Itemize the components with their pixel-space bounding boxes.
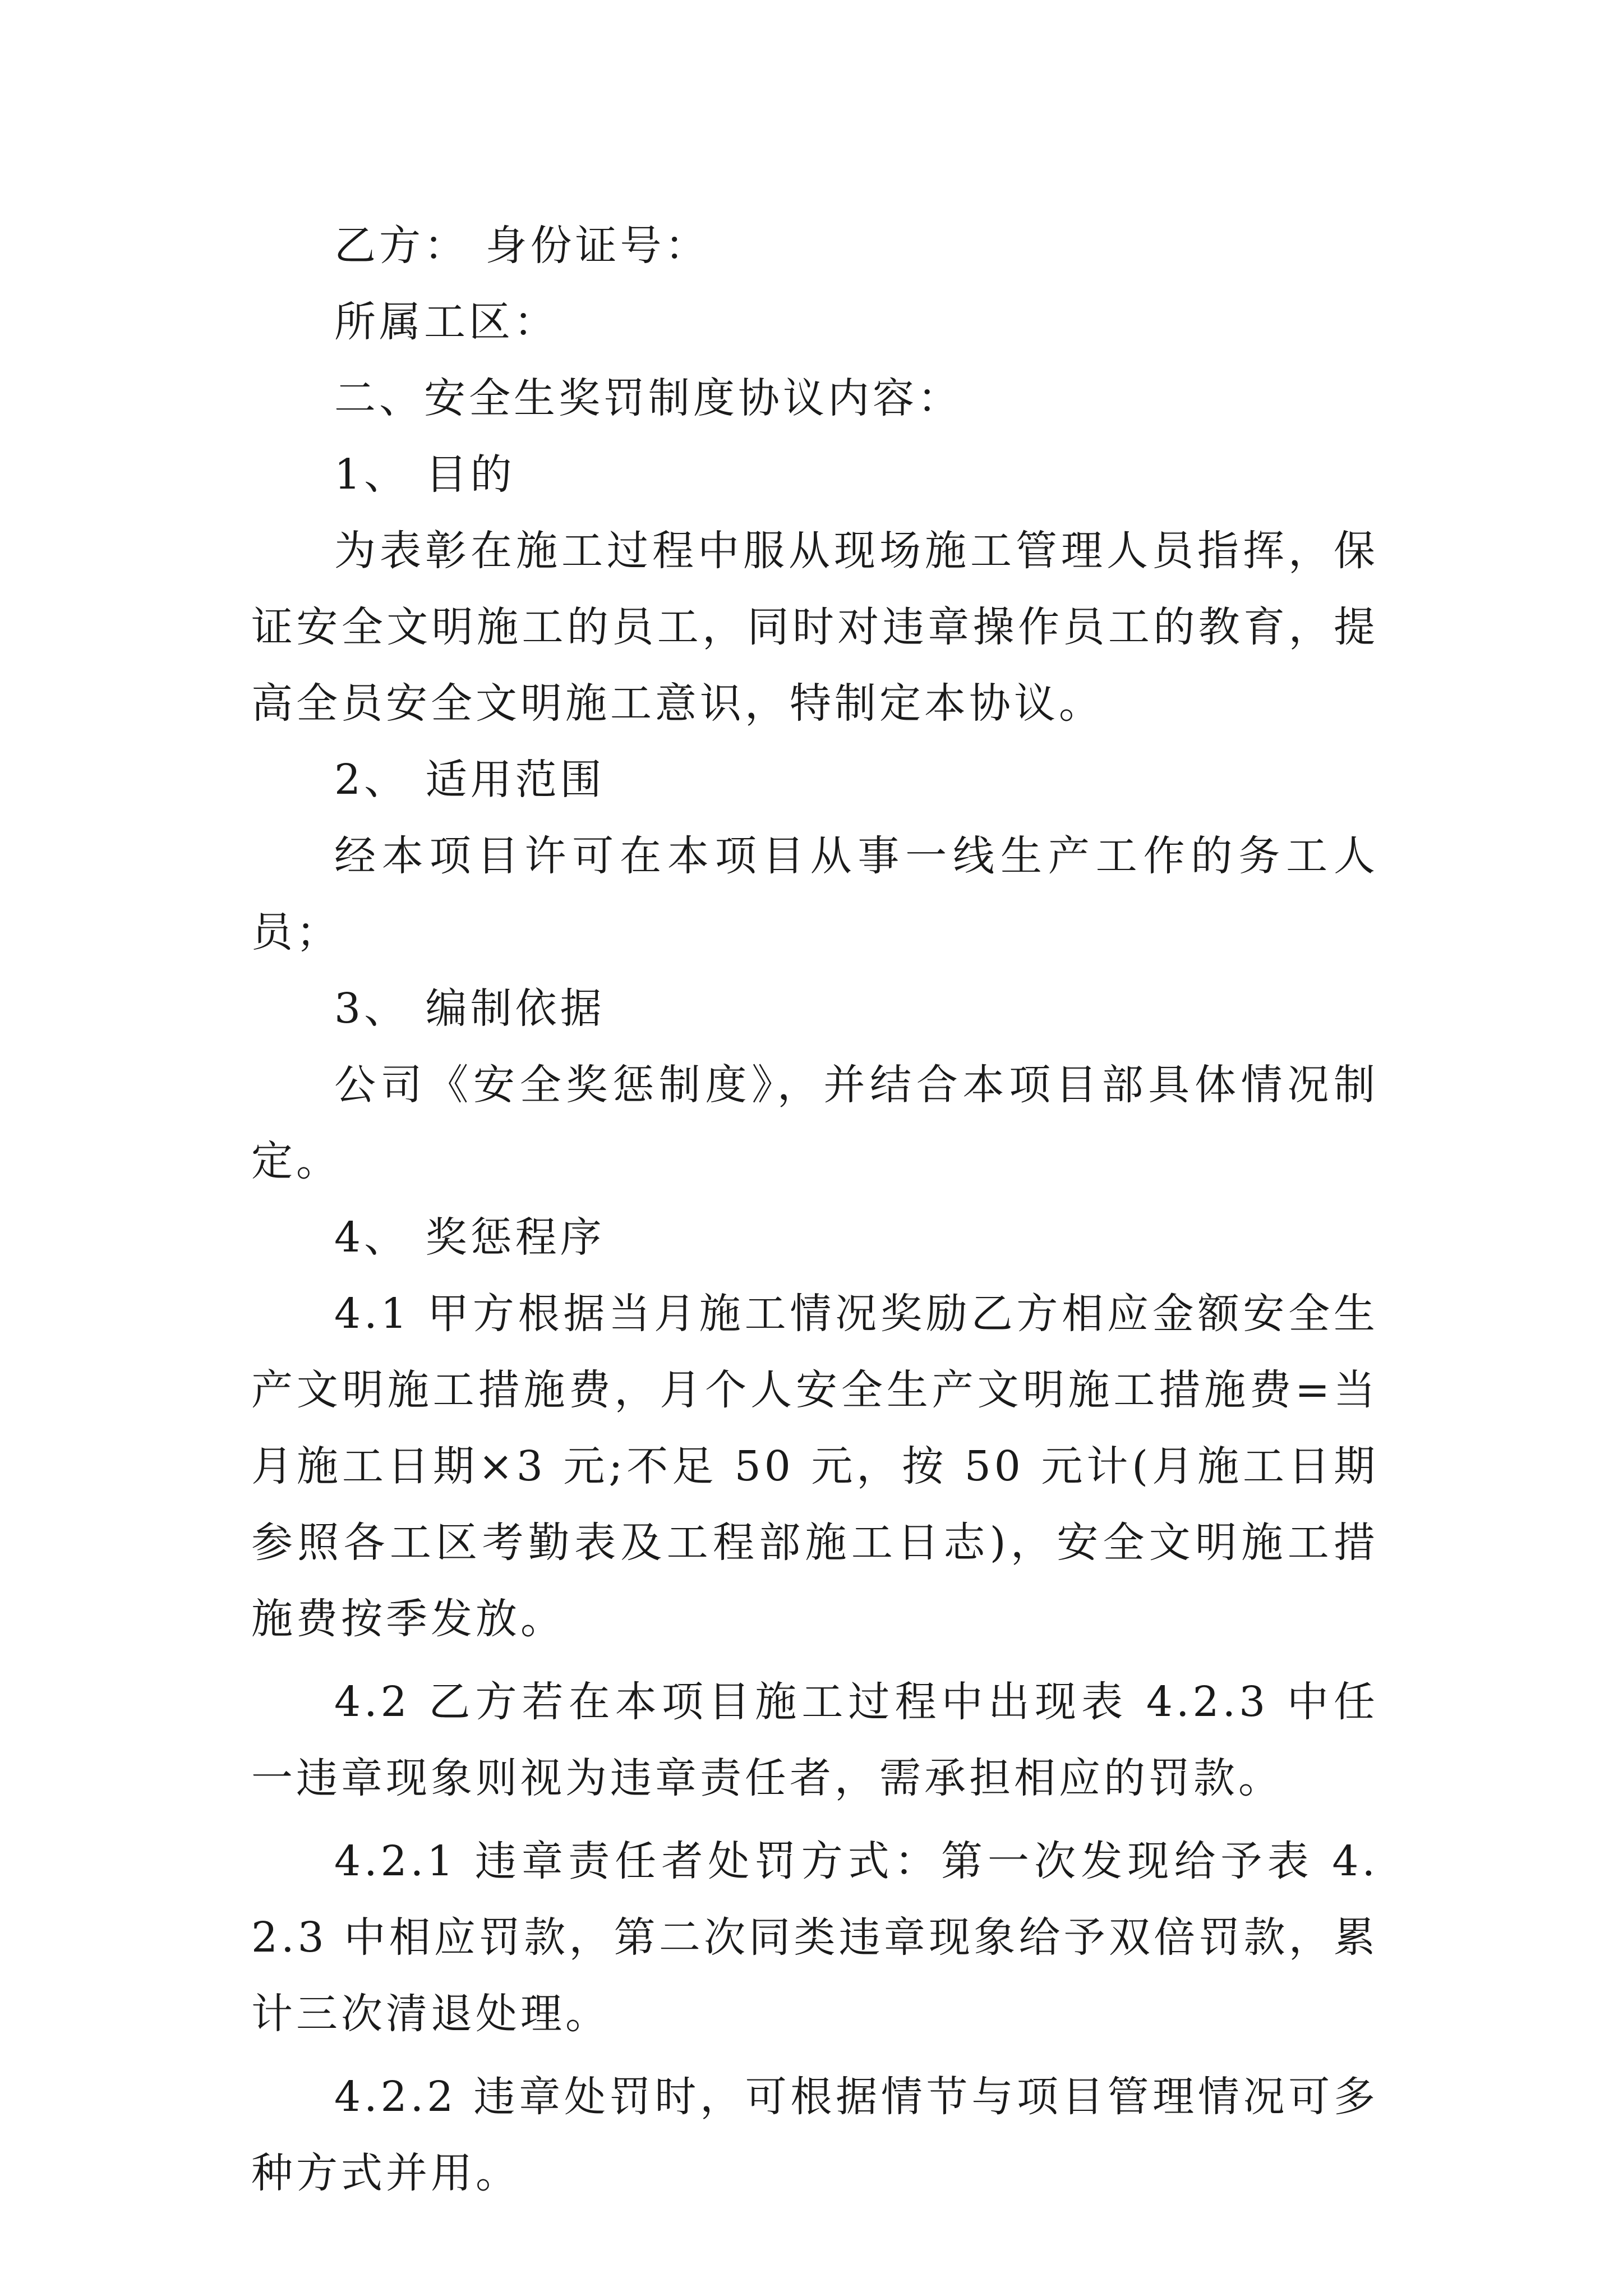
clause-4-1: 4.1 甲方根据当月施工情况奖励乙方相应金额安全生产文明施工措施费，月个人安全生产文明施工措施费=当月施工日期×3 元;不足 50 元，按 50 元计(月施工日期参照各工区考勤表及工程部施工日志)，安全文明施工措施费按季发放。 bbox=[251, 1290, 1378, 1643]
clause-4-2-2: 4.2.2 违章处罚时，可根据情节与项目管理情况可多种方式并用。 bbox=[251, 2073, 1378, 2197]
document-body bbox=[251, 208, 1378, 2211]
item-heading-purpose: 1、 目的 bbox=[334, 450, 515, 499]
item-heading-basis: 3、 编制依据 bbox=[334, 984, 605, 1033]
work-area-line: 所属工区： bbox=[334, 298, 559, 346]
item-heading-scope: 2、 适用范围 bbox=[334, 756, 605, 804]
scope-text: 经本项目许可在本项目从事一线生产工作的务工人员； bbox=[251, 832, 1378, 956]
clause-4-2: 4.2 乙方若在本项目施工过程中出现表 4.2.3 中任一违章现象则视为违章责任者，需承担相应的罚款。 bbox=[251, 1678, 1378, 1802]
item-heading-procedure: 4、 奖惩程序 bbox=[334, 1213, 605, 1262]
basis-text: 公司《安全奖惩制度》，并结合本项目部具体情况制定。 bbox=[251, 1061, 1378, 1185]
clause-4-2-1: 4.2.1 违章责任者处罚方式：第一次发现给予表 4.2.3 中相应罚款，第二次同类违章现象给予双倍罚款，累计三次清退处理。 bbox=[251, 1837, 1378, 2038]
section-heading: 二、安全生奖罚制度协议内容： bbox=[334, 374, 962, 422]
party-b-id-line: 乙方： 身份证号： bbox=[334, 222, 710, 270]
purpose-text: 为表彰在施工过程中服从现场施工管理人员指挥，保证安全文明施工的员工，同时对违章操作员工的教育，提高全员安全文明施工意识，特制定本协议。 bbox=[251, 527, 1378, 728]
